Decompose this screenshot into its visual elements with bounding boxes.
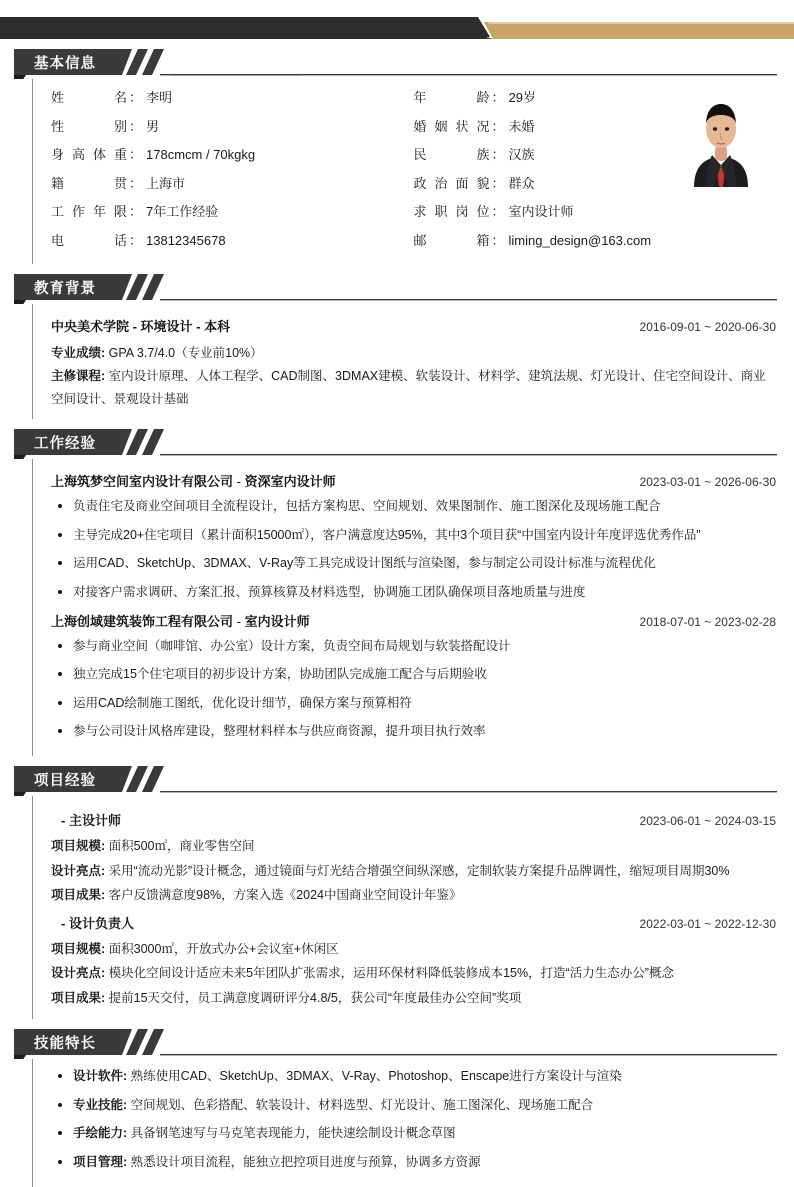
info-row bbox=[51, 87, 776, 106]
list-item bbox=[51, 1096, 776, 1115]
info-label: 民 族 bbox=[413, 147, 490, 162]
info-row bbox=[51, 144, 776, 163]
section-header-work bbox=[0, 425, 794, 459]
list-item: 对接客户需求调研、方案汇报、预算核算及材料选型，协调施工团队确保项目落地质量与进度 bbox=[51, 583, 776, 602]
info-colon: ： bbox=[129, 204, 143, 219]
section-title-basic: 基本信息 bbox=[34, 56, 96, 72]
info-row bbox=[51, 230, 776, 249]
work-date: 2018-07-01 ~ 2023-02-28 bbox=[639, 614, 776, 629]
info-value-position: 室内设计师 bbox=[508, 204, 574, 219]
top-banner bbox=[0, 17, 794, 39]
project-result-row bbox=[51, 987, 776, 1010]
skills-body bbox=[32, 1059, 794, 1187]
banner-dark-underline bbox=[0, 37, 493, 39]
work-separator: - bbox=[233, 474, 245, 490]
info-colon: ： bbox=[129, 147, 143, 162]
info-cell bbox=[51, 230, 414, 249]
list-item: 独立完成15个住宅项目的初步设计方案，协助团队完成施工配合与后期验收 bbox=[51, 665, 776, 684]
badge-rule bbox=[160, 1054, 777, 1055]
list-item bbox=[51, 1067, 776, 1086]
work-bullet-list bbox=[51, 497, 776, 602]
info-cell bbox=[51, 144, 414, 163]
info-colon: ： bbox=[491, 90, 505, 105]
work-entry bbox=[51, 471, 776, 602]
project-highlight-label: 设计亮点: bbox=[51, 863, 106, 878]
section-badge-skills bbox=[0, 1025, 794, 1059]
info-colon: ： bbox=[491, 232, 505, 248]
project-highlight-value: 模块化空间设计适应未来5年团队扩张需求，运用环保材料降低装修成本15%，打造“活力生态办公”概念 bbox=[108, 966, 674, 981]
project-result-value: 提前15天交付，员工满意度调研评分4.8/5，获公司“年度最佳办公空间”奖项 bbox=[108, 990, 522, 1005]
skill-label: 设计软件: bbox=[73, 1069, 128, 1084]
rule-line bbox=[172, 74, 777, 75]
section-badge-education bbox=[0, 270, 794, 304]
project-entry-head bbox=[51, 913, 776, 932]
project-scale-label: 项目规模: bbox=[51, 941, 106, 956]
section-header-skills bbox=[0, 1025, 794, 1059]
info-value-political: 群众 bbox=[508, 175, 535, 191]
section-header-project bbox=[0, 762, 794, 796]
work-title-line bbox=[51, 471, 336, 490]
info-row bbox=[51, 116, 776, 135]
project-highlight-row bbox=[51, 962, 776, 985]
photo-eye-right bbox=[725, 127, 729, 130]
skill-value: 具备钢笔速写与马克笔表现能力，能快速绘制设计概念草图 bbox=[130, 1126, 456, 1141]
skill-value: 空间规划、色彩搭配、软装设计、材料选型、灯光设计、施工图深化、现场施工配合 bbox=[130, 1097, 594, 1112]
info-value-email: liming_design@163.com bbox=[508, 232, 652, 248]
project-result-row bbox=[51, 884, 776, 907]
project-entry-head bbox=[51, 810, 776, 829]
project-scale-value: 面积3000㎡，开放式办公+会议室+休闲区 bbox=[108, 941, 339, 956]
project-highlight-row bbox=[51, 860, 776, 883]
banner-dark-shape bbox=[0, 17, 490, 37]
banner-gold-highlight bbox=[488, 22, 794, 24]
project-title: - 主设计师 bbox=[61, 813, 121, 829]
info-value-hometown: 上海市 bbox=[146, 175, 186, 191]
work-entry bbox=[51, 611, 776, 742]
info-colon: ： bbox=[491, 147, 505, 162]
photo-portrait bbox=[684, 89, 758, 187]
info-value-name: 李明 bbox=[146, 90, 173, 105]
info-cell bbox=[51, 87, 414, 106]
education-gpa-label: 专业成绩: bbox=[51, 346, 106, 360]
list-item: 主导完成20+住宅项目（累计面积15000㎡），客户满意度达95%，其中3个项目获“中国室内设计年度评选优秀作品” bbox=[51, 526, 776, 545]
section-header-education bbox=[0, 270, 794, 304]
work-body bbox=[32, 459, 794, 756]
badge-rule bbox=[160, 791, 777, 792]
avatar bbox=[684, 89, 758, 187]
skill-label: 手绘能力: bbox=[73, 1126, 128, 1141]
project-scale-row bbox=[51, 835, 776, 858]
project-scale-row bbox=[51, 938, 776, 961]
info-label: 婚姻状况 bbox=[413, 118, 490, 134]
skill-label: 专业技能: bbox=[73, 1097, 128, 1112]
info-cell bbox=[414, 201, 777, 220]
list-item: 负责住宅及商业空间项目全流程设计，包括方案构思、空间规划、效果图制作、施工图深化及现场施工配合 bbox=[51, 497, 776, 516]
skill-label: 项目管理: bbox=[73, 1154, 128, 1169]
work-role: 资深室内设计师 bbox=[244, 474, 336, 490]
info-label: 电 话 bbox=[51, 232, 127, 248]
work-entry-head bbox=[51, 471, 776, 490]
banner-graphic bbox=[0, 17, 794, 43]
work-bullet-list bbox=[51, 637, 776, 742]
section-work bbox=[0, 425, 794, 756]
badge-fold bbox=[14, 792, 26, 796]
project-date: 2023-06-01 ~ 2024-03-15 bbox=[639, 814, 776, 829]
education-gpa-row bbox=[51, 342, 776, 365]
education-entry-head bbox=[51, 316, 776, 335]
info-cell bbox=[51, 173, 414, 192]
info-label: 年 龄 bbox=[413, 90, 490, 105]
list-item: 运用CAD绘制施工图纸，优化设计细节，确保方案与预算相符 bbox=[51, 694, 776, 713]
photo-eye-left bbox=[713, 127, 717, 130]
basic-info-body bbox=[32, 79, 794, 264]
education-gpa-value: GPA 3.7/4.0（专业前10%） bbox=[108, 346, 263, 360]
education-entry bbox=[51, 316, 776, 411]
info-label: 姓 名 bbox=[51, 90, 127, 105]
info-label: 工作年限 bbox=[51, 204, 127, 219]
skill-value: 熟练使用CAD、SketchUp、3DMAX、V-Ray、Photoshop、Enscape进行方案设计与渲染 bbox=[130, 1069, 622, 1084]
section-title-skills: 技能特长 bbox=[34, 1036, 96, 1053]
project-result-label: 项目成果: bbox=[51, 990, 106, 1005]
section-education bbox=[0, 270, 794, 419]
badge-fold bbox=[14, 300, 26, 304]
section-header-basic bbox=[0, 45, 794, 79]
project-highlight-value: 采用“流动光影”设计概念，通过镜面与灯光结合增强空间纵深感，定制软装方案提升品牌调性，缩短项目周期30% bbox=[108, 863, 730, 878]
resume-page bbox=[0, 17, 794, 1169]
list-item: 运用CAD、SketchUp、3DMAX、V-Ray等工具完成设计图纸与渲染图，参与制定公司设计标准与流程优化 bbox=[51, 554, 776, 573]
info-cell bbox=[414, 230, 777, 249]
section-title-education: 教育背景 bbox=[34, 281, 96, 297]
project-highlight-label: 设计亮点: bbox=[51, 966, 106, 981]
project-date: 2022-03-01 ~ 2022-12-30 bbox=[639, 916, 776, 931]
badge-fold bbox=[14, 1055, 26, 1059]
info-colon: ： bbox=[129, 175, 143, 191]
badge-rule bbox=[160, 454, 777, 455]
info-label: 政治面貌 bbox=[413, 175, 490, 191]
info-colon: ： bbox=[129, 90, 143, 105]
basic-info-grid bbox=[51, 87, 776, 249]
project-entry bbox=[51, 810, 776, 907]
info-label: 身高体重 bbox=[51, 147, 127, 162]
project-scale-value: 面积500㎡，商业零售空间 bbox=[108, 839, 255, 854]
education-date: 2016-09-01 ~ 2020-06-30 bbox=[639, 320, 776, 334]
section-basic-info bbox=[0, 45, 794, 264]
education-courses-value: 室内设计原理、人体工程学、CAD制图、3DMAX建模、软装设计、材料学、建筑法规、灯光设计、住宅空间设计、商业空间设计、景观设计基础 bbox=[51, 369, 766, 407]
project-entry bbox=[51, 913, 776, 1010]
work-date: 2023-03-01 ~ 2026-06-30 bbox=[639, 475, 776, 490]
info-value-gender: 男 bbox=[146, 118, 160, 134]
info-colon: ： bbox=[491, 118, 505, 134]
info-label: 邮 箱 bbox=[413, 232, 490, 248]
list-item bbox=[51, 1153, 776, 1172]
work-entry-head bbox=[51, 611, 776, 630]
banner-gold-shape bbox=[484, 22, 794, 39]
info-colon: ： bbox=[129, 232, 143, 248]
info-value-phone: 13812345678 bbox=[146, 232, 226, 248]
education-courses-label: 主修课程: bbox=[51, 369, 106, 384]
info-colon: ： bbox=[491, 204, 505, 219]
education-school: 中央美术学院 - 环境设计 - 本科 bbox=[51, 319, 231, 334]
info-value-marital: 未婚 bbox=[508, 118, 535, 134]
education-body bbox=[32, 304, 794, 419]
list-item bbox=[51, 1124, 776, 1143]
info-cell bbox=[51, 116, 414, 135]
section-project bbox=[0, 762, 794, 1019]
skills-list bbox=[51, 1067, 776, 1172]
info-value-height-weight: 178cmcm / 70kgkg bbox=[146, 147, 256, 162]
info-label: 求职岗位 bbox=[413, 204, 490, 219]
info-row bbox=[51, 201, 776, 220]
info-colon: ： bbox=[129, 118, 143, 134]
info-value-ethnicity: 汉族 bbox=[508, 147, 535, 162]
work-separator: - bbox=[233, 613, 245, 629]
section-skills bbox=[0, 1025, 794, 1187]
section-title-project: 项目经验 bbox=[34, 773, 96, 790]
education-courses-row bbox=[51, 365, 776, 411]
project-result-label: 项目成果: bbox=[51, 888, 106, 903]
info-label: 籍 贯 bbox=[51, 175, 127, 191]
project-title: - 设计负责人 bbox=[61, 915, 134, 931]
info-colon: ： bbox=[491, 175, 505, 191]
skill-value: 熟悉设计项目流程，能独立把控项目进度与预算，协调多方资源 bbox=[130, 1154, 481, 1169]
section-badge-work bbox=[0, 425, 794, 459]
list-item: 参与公司设计风格库建设，整理材料样本与供应商资源，提升项目执行效率 bbox=[51, 722, 776, 741]
info-label: 性 别 bbox=[51, 118, 127, 134]
badge-rule bbox=[160, 299, 777, 300]
section-rule-basic bbox=[0, 45, 794, 79]
project-scale-label: 项目规模: bbox=[51, 839, 106, 854]
work-company: 上海创域建筑装饰工程有限公司 bbox=[51, 613, 234, 629]
info-cell bbox=[51, 201, 414, 220]
section-badge-project bbox=[0, 762, 794, 796]
work-title-line bbox=[51, 611, 310, 630]
section-title-work: 工作经验 bbox=[34, 436, 96, 453]
info-value-experience: 7年工作经验 bbox=[146, 204, 219, 219]
project-result-value: 客户反馈满意度98%，方案入选《2024中国商业空间设计年鉴》 bbox=[108, 888, 462, 903]
work-role: 室内设计师 bbox=[244, 613, 310, 629]
badge-fold bbox=[14, 455, 26, 459]
info-value-age: 29岁 bbox=[508, 90, 536, 105]
project-body bbox=[32, 796, 794, 1019]
info-row bbox=[51, 173, 776, 192]
work-company: 上海筑梦空间室内设计有限公司 bbox=[51, 474, 234, 490]
list-item: 参与商业空间（咖啡馆、办公室）设计方案，负责空间布局规划与软装搭配设计 bbox=[51, 637, 776, 656]
